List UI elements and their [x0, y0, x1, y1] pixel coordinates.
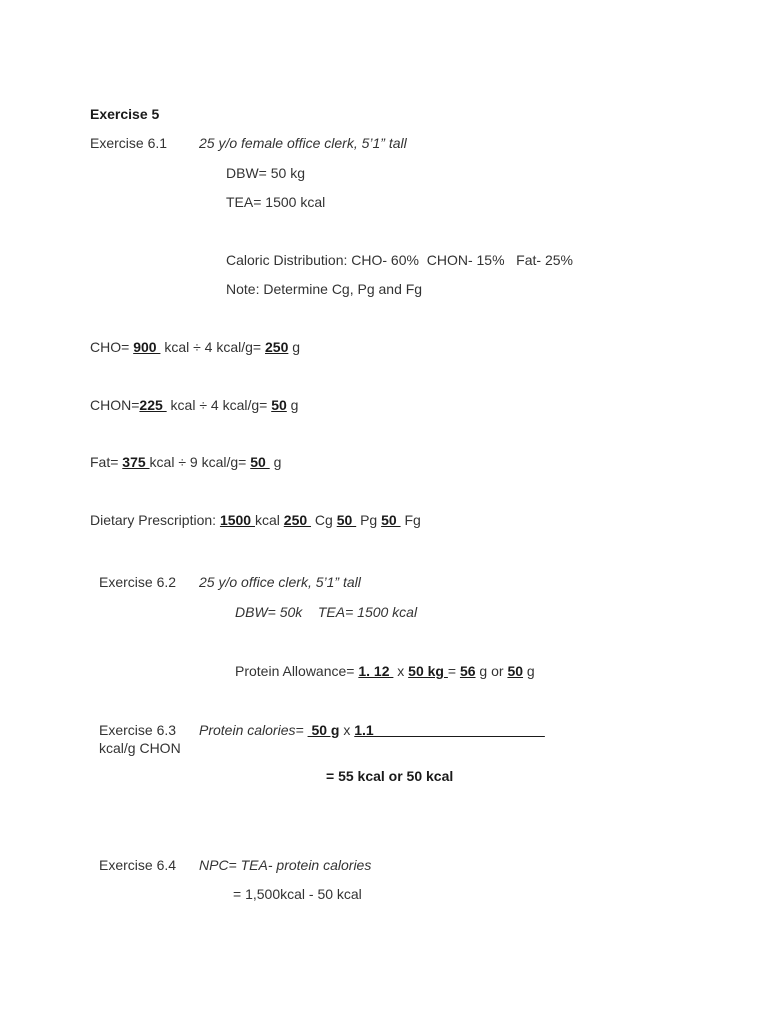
ex61-caloric-distribution: Caloric Distribution: CHO- 60% CHON- 15% Fat- 25%: [226, 252, 573, 268]
dp-kcal: 1500: [219, 512, 255, 528]
pa-result-2: 50: [507, 663, 524, 679]
ex61-dbw: DBW= 50 kg: [226, 165, 305, 181]
ex61-description: [199, 134, 407, 152]
dietary-prescription-line: [90, 511, 421, 529]
chon-line: [90, 396, 298, 414]
ex61-desc-text: 25 y/o female office clerk, 5’1” tall: [199, 135, 407, 151]
dp-fg-unit: Fg: [400, 512, 421, 528]
pa-weight: 50 kg: [408, 663, 448, 679]
dp-fg: 50: [381, 512, 401, 528]
chon-mid: kcal ÷ 4 kcal/g=: [166, 397, 272, 413]
cho-suffix: g: [288, 339, 301, 355]
cho-mid: kcal ÷ 4 kcal/g=: [160, 339, 265, 355]
fat-mid: kcal ÷ 9 kcal/g=: [149, 454, 251, 470]
pc-grams: 50 g: [307, 722, 340, 738]
cho-grams: 250: [265, 339, 289, 355]
dp-kcal-unit: kcal: [254, 512, 284, 528]
fat-line: [90, 453, 281, 471]
pa-g: g: [523, 663, 535, 679]
fat-prefix: Fat=: [90, 454, 123, 470]
pc-x: x: [339, 722, 355, 738]
ex62-label: Exercise 6.2: [99, 574, 177, 590]
dp-cg: 250: [283, 512, 312, 528]
chon-prefix: CHON=: [90, 397, 140, 413]
dp-prefix: Dietary Prescription:: [90, 512, 220, 528]
pc-prefix: Protein calories=: [199, 722, 308, 738]
pa-factor: 1. 12: [358, 663, 394, 679]
cho-kcal: 900: [133, 339, 161, 355]
fat-suffix: g: [269, 454, 282, 470]
pa-or: g or: [475, 663, 508, 679]
ex62-desc-text: 25 y/o office clerk, 5’1” tall: [199, 574, 361, 590]
dp-pg: 50: [336, 512, 357, 528]
pa-result-1: 56: [459, 663, 476, 679]
ex61-label: Exercise 6.1: [90, 135, 168, 151]
npc-formula-text: NPC= TEA- protein calories: [199, 857, 372, 873]
pa-prefix: Protein Allowance=: [235, 663, 359, 679]
chon-suffix: g: [286, 397, 299, 413]
cho-line: [90, 338, 300, 356]
ex61-note: Note: Determine Cg, Pg and Fg: [226, 281, 423, 297]
pa-x: x: [393, 663, 409, 679]
npc-calculation: = 1,500kcal - 50 kcal: [233, 886, 362, 902]
cho-prefix: CHO=: [90, 339, 134, 355]
ex62-description: [199, 573, 361, 591]
ex61-tea: TEA= 1500 kcal: [226, 194, 326, 210]
chon-kcal: 225: [139, 397, 167, 413]
protein-allowance-line: [235, 662, 535, 680]
chon-grams: 50: [271, 397, 287, 413]
ex62-dbw-tea: [235, 603, 417, 621]
ex62-dbw-tea-text: DBW= 50k TEA= 1500 kcal: [235, 604, 418, 620]
ex63-label: Exercise 6.3: [99, 722, 177, 738]
pa-eq: =: [447, 663, 460, 679]
fat-grams: 50: [250, 454, 270, 470]
ex63-result: = 55 kcal or 50 kcal: [326, 768, 454, 784]
dp-cg-unit: Cg: [311, 512, 337, 528]
ex63-unit: kcal/g CHON: [99, 740, 181, 756]
pc-factor: 1.1: [354, 722, 545, 738]
protein-calories-line: [199, 721, 545, 739]
exercise-heading: Exercise 5: [90, 106, 160, 122]
ex64-label: Exercise 6.4: [99, 857, 177, 873]
npc-formula: [199, 856, 371, 874]
dp-pg-unit: Pg: [356, 512, 382, 528]
fat-kcal: 375: [122, 454, 150, 470]
